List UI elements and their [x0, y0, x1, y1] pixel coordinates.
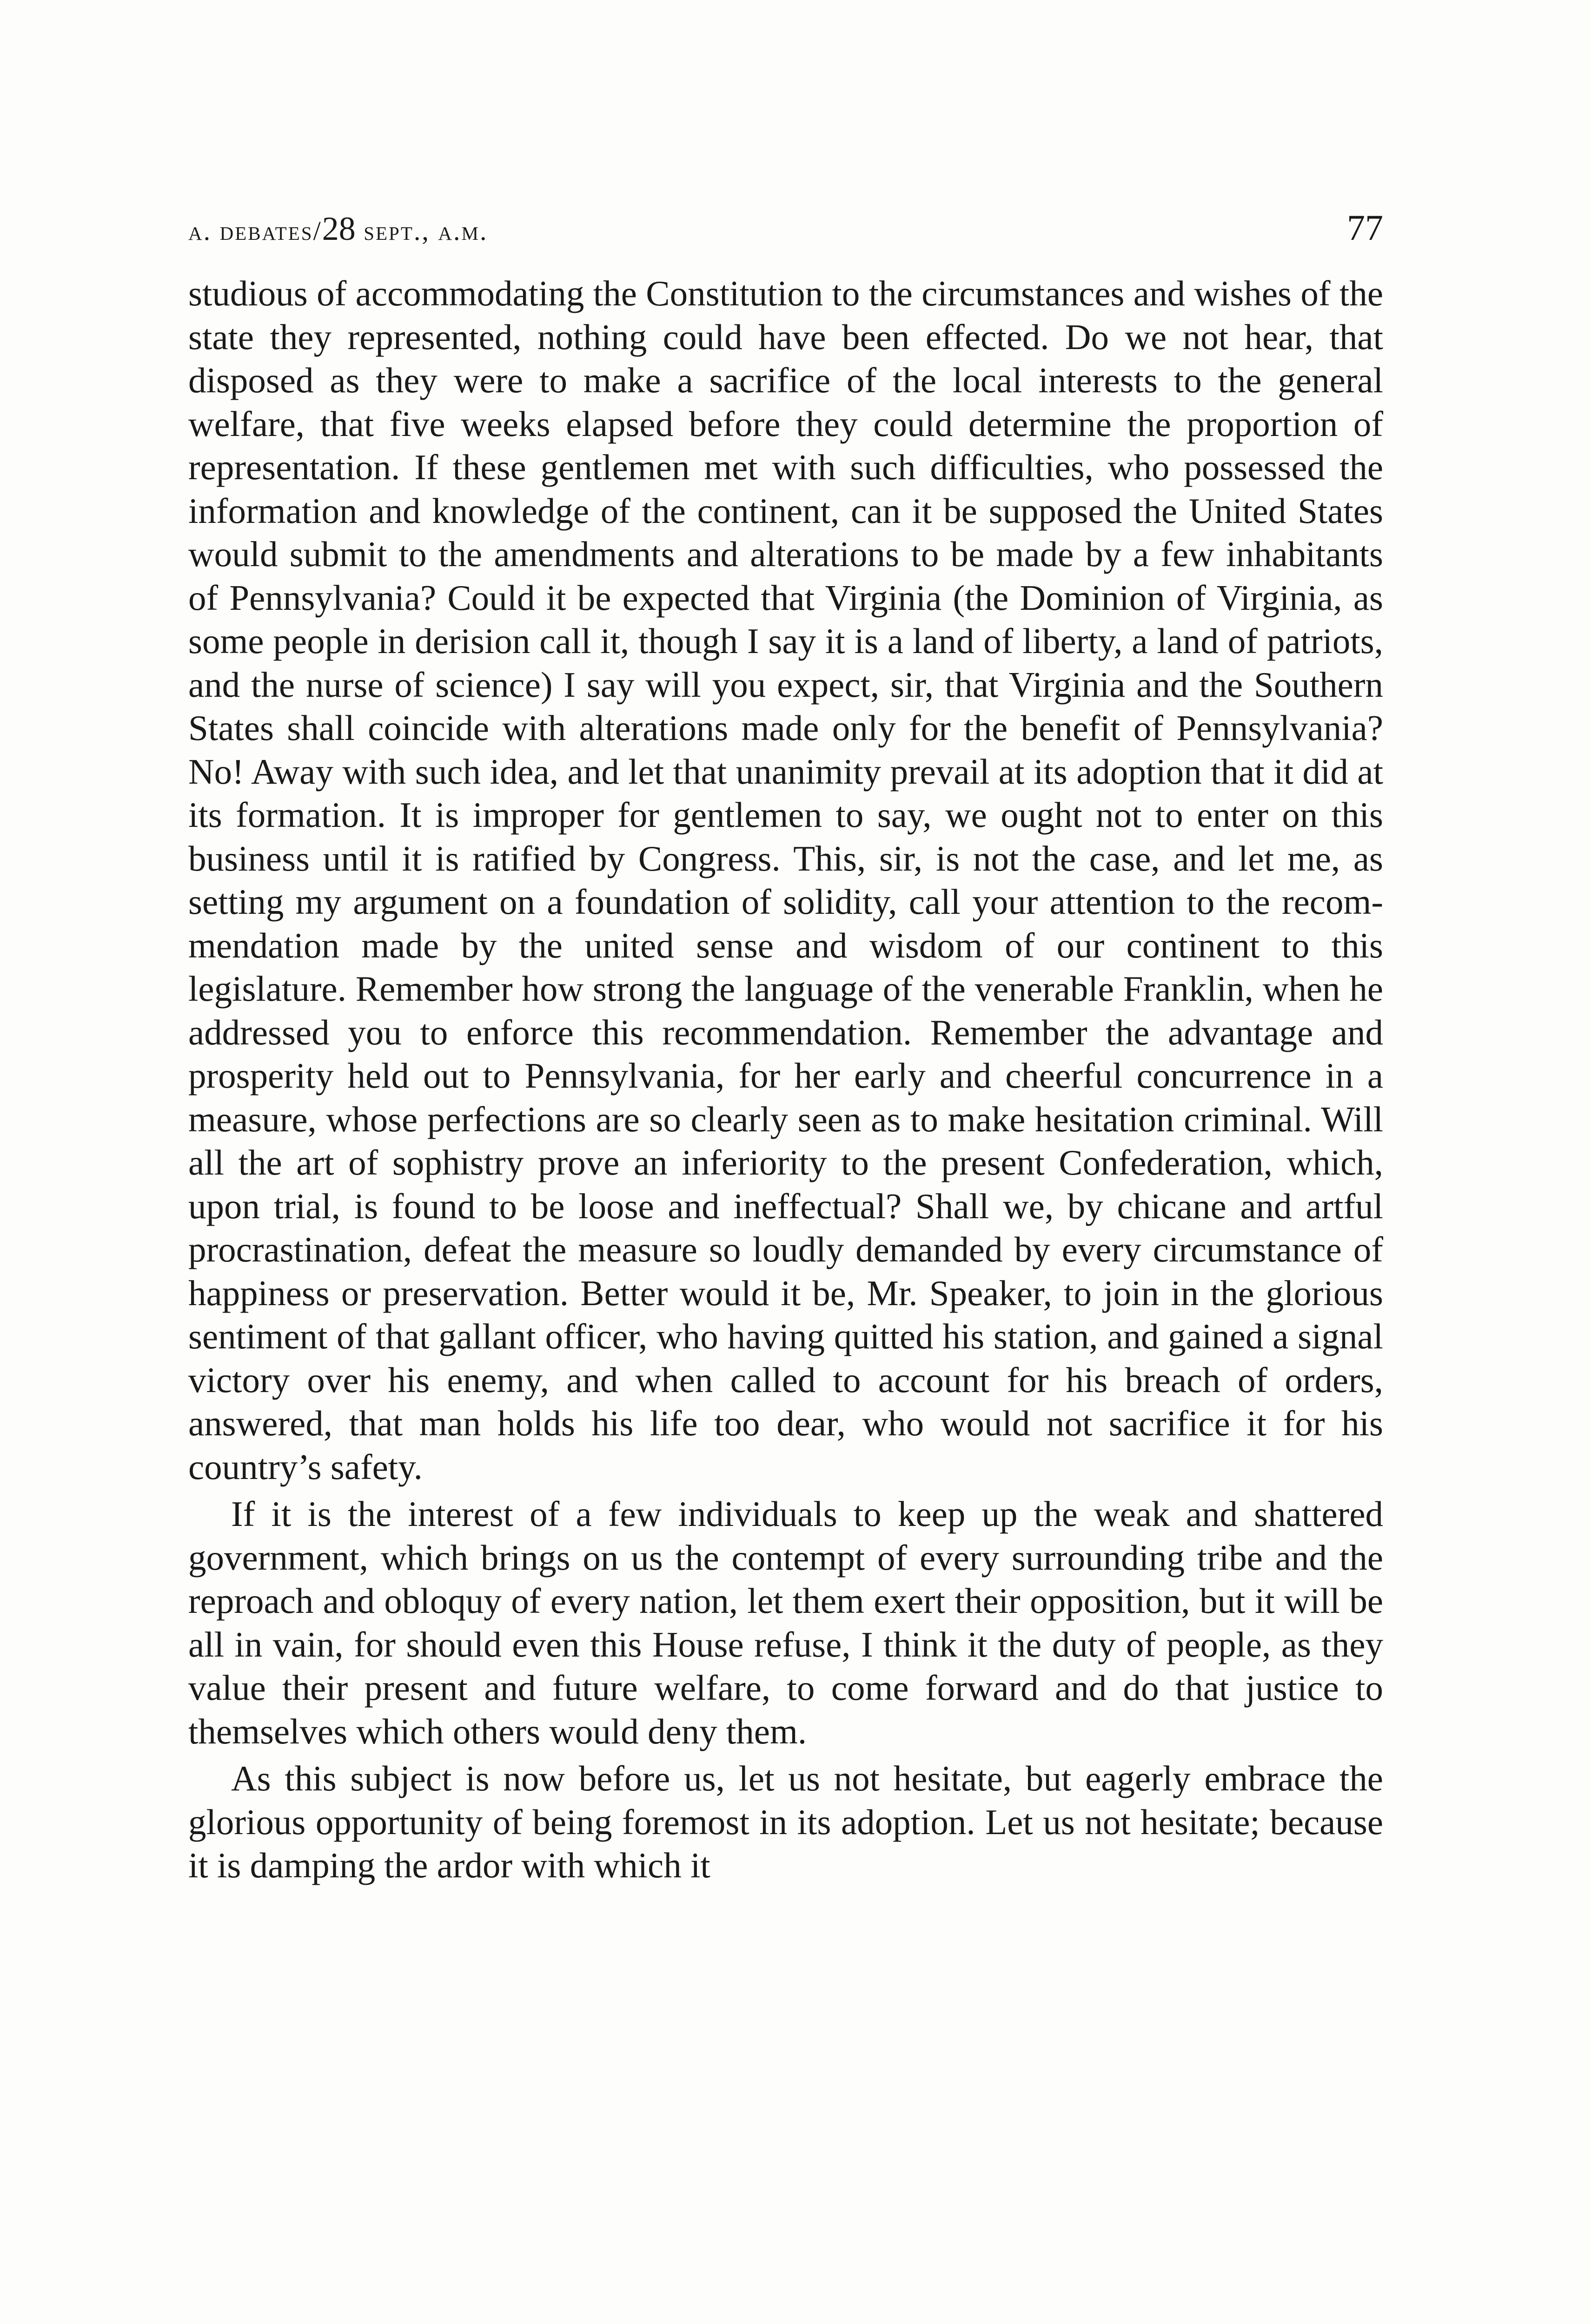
running-title: [188, 210, 488, 248]
running-title-suffix: sept., a.m.: [355, 216, 488, 246]
body-text: [188, 272, 1383, 1888]
running-head: [188, 207, 1383, 248]
paragraph-continued: studious of accommodating the Constitution to the circumstances and wishes of the state they represented, nothing could have been effected. Do we not hear, that disposed as they were to make a sacrifice of the local interests to the general welfare, that five weeks elapsed before they could determine the proportion of representation. If these gentlemen met with such difficulties, who possessed the information and knowledge of the continent, can it be supposed the United States would submit to the amendments and alterations to be made by a few inhabitants of Pennsylvania? Could it be expected that Virginia (the Dominion of Virginia, as some people in derision call it, though I say it is a land of liberty, a land of patriots, and the nurse of science) I say will you expect, sir, that Virginia and the Southern States shall coincide with alterations made only for the benefit of Pennsylvania? No! Away with such idea, and let that unanimity prevail at its adoption that it did at its formation. It is improper for gentlemen to say, we ought not to enter on this business until it is ratified by Congress. This, sir, is not the case, and let me, as setting my argument on a foundation of solidity, call your attention to the recommendation made by the united sense and wisdom of our continent to this legislature. Remember how strong the language of the venerable Franklin, when he addressed you to enforce this recommendation. Remember the advantage and prosperity held out to Pennsylvania, for her early and cheerful concurrence in a measure, whose perfections are so clearly seen as to make hesitation criminal. Will all the art of sophistry prove an inferiority to the present Confederation, which, upon trial, is found to be loose and ineffectual? Shall we, by chicane and artful procrastination, defeat the measure so loudly demanded by every circumstance of happiness or preservation. Better would it be, Mr. Speaker, to join in the glorious sentiment of that gallant officer, who having quitted his station, and gained a signal victory over his enemy, and when called to account for his breach of orders, answered, that man holds his life too dear, who would not sacrifice it for his country’s safety.: [188, 273, 1383, 1487]
paragraph: If it is the interest of a few individuals to keep up the weak and shattered government, which brings on us the contempt of every surrounding tribe and the reproach and obloquy of every nation, let them exert their opposition, but it will be all in vain, for should even this House refuse, I think it the duty of people, as they value their present and future welfare, to come forward and do that justice to themselves which others would deny them.: [188, 1494, 1383, 1751]
running-title-date-number: 28: [322, 210, 356, 247]
paragraph: As this subject is now before us, let us not hesitate, but eagerly embrace the glorious opportunity of being foremost in its adoption. Let us not hesitate; because it is damping the ardor with which it: [188, 1758, 1383, 1885]
page-number: 77: [1347, 207, 1383, 248]
running-title-prefix: a. debates/: [188, 216, 322, 246]
